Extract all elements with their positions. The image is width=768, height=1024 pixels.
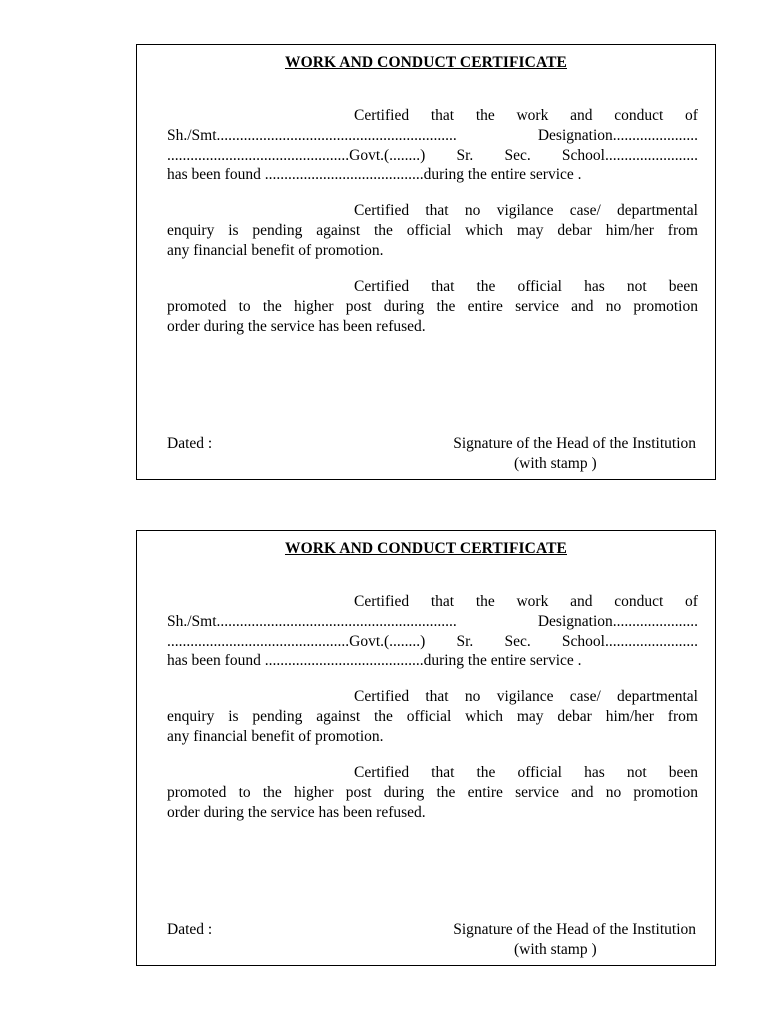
text-word: vigilance (496, 202, 554, 219)
text-word: conduct (614, 593, 664, 610)
school-blank: School........................ (561, 632, 698, 650)
text-word: which (465, 707, 504, 725)
text-word: debar (557, 221, 592, 239)
text-word: no (605, 783, 622, 801)
text-word: not (626, 764, 647, 781)
text-line (167, 651, 698, 671)
text-word: official (406, 707, 452, 725)
paragraph-vigilance (167, 687, 698, 746)
text-word: higher (293, 783, 334, 801)
justified-line (167, 783, 698, 803)
text-line (167, 165, 698, 185)
text-word: conduct (614, 107, 664, 124)
justified-line (167, 612, 698, 632)
text-word: Certified (354, 688, 410, 705)
text-word: pending (252, 707, 303, 725)
text-word: of (685, 593, 698, 610)
text-word: Certified (354, 107, 410, 124)
text-word: him/her (605, 221, 654, 239)
text-word: enquiry (167, 221, 215, 239)
text-word: that (425, 202, 449, 219)
text-word: that (430, 593, 455, 610)
justified-line (354, 106, 698, 126)
text-word: service (515, 297, 559, 315)
text-word: departmental (617, 202, 698, 219)
text-word: that (431, 278, 455, 295)
text-line (167, 727, 698, 747)
text-word: work (516, 107, 549, 124)
text-word: the (436, 297, 456, 315)
dated-label: Dated : (167, 921, 213, 938)
text-line (167, 241, 698, 261)
paragraph-work-conduct (167, 592, 698, 671)
text-word: that (431, 764, 455, 781)
text-word: has (584, 278, 605, 295)
text-word: which (465, 221, 504, 239)
justified-line (167, 297, 698, 317)
certificate-box (136, 530, 716, 966)
text-word: pending (252, 221, 303, 239)
text-word: during (383, 783, 425, 801)
designation-blank: Designation...................... (537, 126, 698, 144)
text-word: promotion (633, 783, 698, 801)
text-word: case/ (569, 202, 601, 219)
text-word: Certified (354, 593, 410, 610)
text-word: may (516, 221, 544, 239)
text-word: post (345, 297, 372, 315)
justified-line (354, 592, 698, 612)
justified-line (167, 146, 698, 166)
text-word: no (464, 688, 481, 705)
text-word: may (516, 707, 544, 725)
text-word: promoted (167, 297, 227, 315)
text-word: the (373, 707, 393, 725)
paragraph-vigilance (167, 201, 698, 260)
text-span: order during the service has been refused. (167, 317, 426, 335)
paragraph-promotion (167, 277, 698, 336)
certificate-title: WORK AND CONDUCT CERTIFICATE (284, 540, 567, 557)
text-line (167, 803, 698, 823)
text-span: any financial benefit of promotion. (167, 241, 384, 259)
text-word: the (476, 278, 496, 295)
text-word: no (464, 202, 481, 219)
text-word: service (515, 783, 559, 801)
dated-label: Dated : (167, 435, 213, 452)
text-word: enquiry (167, 707, 215, 725)
text-word: Sec. (504, 632, 531, 650)
text-word: from (667, 707, 698, 725)
text-word: Sec. (504, 146, 531, 164)
paragraph-promotion (167, 763, 698, 822)
text-word: and (570, 593, 593, 610)
text-line (167, 317, 698, 337)
text-word: higher (293, 297, 334, 315)
text-word: official (517, 764, 562, 781)
text-word: Sr. (456, 632, 474, 650)
certificate-title: WORK AND CONDUCT CERTIFICATE (284, 54, 567, 71)
text-word: and (571, 783, 594, 801)
text-word: entire (467, 783, 503, 801)
justified-line (354, 763, 698, 783)
text-span: order during the service has been refused. (167, 803, 426, 821)
text-word: been (668, 764, 698, 781)
school-blank: School........................ (561, 146, 698, 164)
text-word: Certified (354, 202, 410, 219)
text-word: debar (557, 707, 592, 725)
stamp-label: (with stamp ) (514, 941, 597, 958)
signature-label: Signature of the Head of the Institution (453, 435, 696, 452)
text-word: during (383, 297, 425, 315)
text-word: is (228, 221, 239, 239)
text-word: is (228, 707, 239, 725)
text-word: promotion (633, 297, 698, 315)
name-blank: Sh./Smt.............................................................. (167, 126, 457, 144)
paragraph-work-conduct (167, 106, 698, 185)
name-blank: Sh./Smt.............................................................. (167, 612, 457, 630)
text-word: official (406, 221, 452, 239)
text-word: from (667, 221, 698, 239)
found-blank: has been found .........................................during the entire service . (167, 652, 582, 670)
text-word: Certified (354, 278, 410, 295)
text-word: the (262, 297, 282, 315)
text-word: to (238, 297, 251, 315)
designation-blank: Designation...................... (537, 612, 698, 630)
text-word: promoted (167, 783, 227, 801)
text-word: not (626, 278, 647, 295)
text-word: that (425, 688, 449, 705)
text-span: any financial benefit of promotion. (167, 727, 384, 745)
text-word: him/her (605, 707, 654, 725)
text-word: the (475, 593, 495, 610)
justified-line (167, 707, 698, 727)
text-word: Certified (354, 764, 410, 781)
text-word: against (316, 221, 361, 239)
text-word: the (262, 783, 282, 801)
text-word: has (584, 764, 605, 781)
justified-line (167, 221, 698, 241)
text-word: official (517, 278, 562, 295)
text-word: against (316, 707, 361, 725)
text-word: Sr. (456, 146, 474, 164)
text-word: the (373, 221, 393, 239)
justified-line (167, 126, 698, 146)
text-word: post (345, 783, 372, 801)
text-word: of (685, 107, 698, 124)
text-word: the (436, 783, 456, 801)
signature-label: Signature of the Head of the Institution (453, 921, 696, 938)
text-word: the (475, 107, 495, 124)
text-word: and (570, 107, 593, 124)
text-word: been (668, 278, 698, 295)
text-word: case/ (569, 688, 601, 705)
text-word: departmental (617, 688, 698, 705)
text-word: entire (467, 297, 503, 315)
govt-blank: ...............................................Govt.(........) (167, 146, 426, 164)
justified-line (167, 632, 698, 652)
text-word: that (430, 107, 455, 124)
certificate-box (136, 44, 716, 480)
stamp-label: (with stamp ) (514, 455, 597, 472)
justified-line (354, 277, 698, 297)
text-word: and (571, 297, 594, 315)
text-word: no (605, 297, 622, 315)
found-blank: has been found .........................................during the entire service . (167, 166, 582, 184)
justified-line (354, 201, 698, 221)
govt-blank: ...............................................Govt.(........) (167, 632, 426, 650)
text-word: the (476, 764, 496, 781)
text-word: work (516, 593, 549, 610)
text-word: to (238, 783, 251, 801)
text-word: vigilance (496, 688, 554, 705)
justified-line (354, 687, 698, 707)
